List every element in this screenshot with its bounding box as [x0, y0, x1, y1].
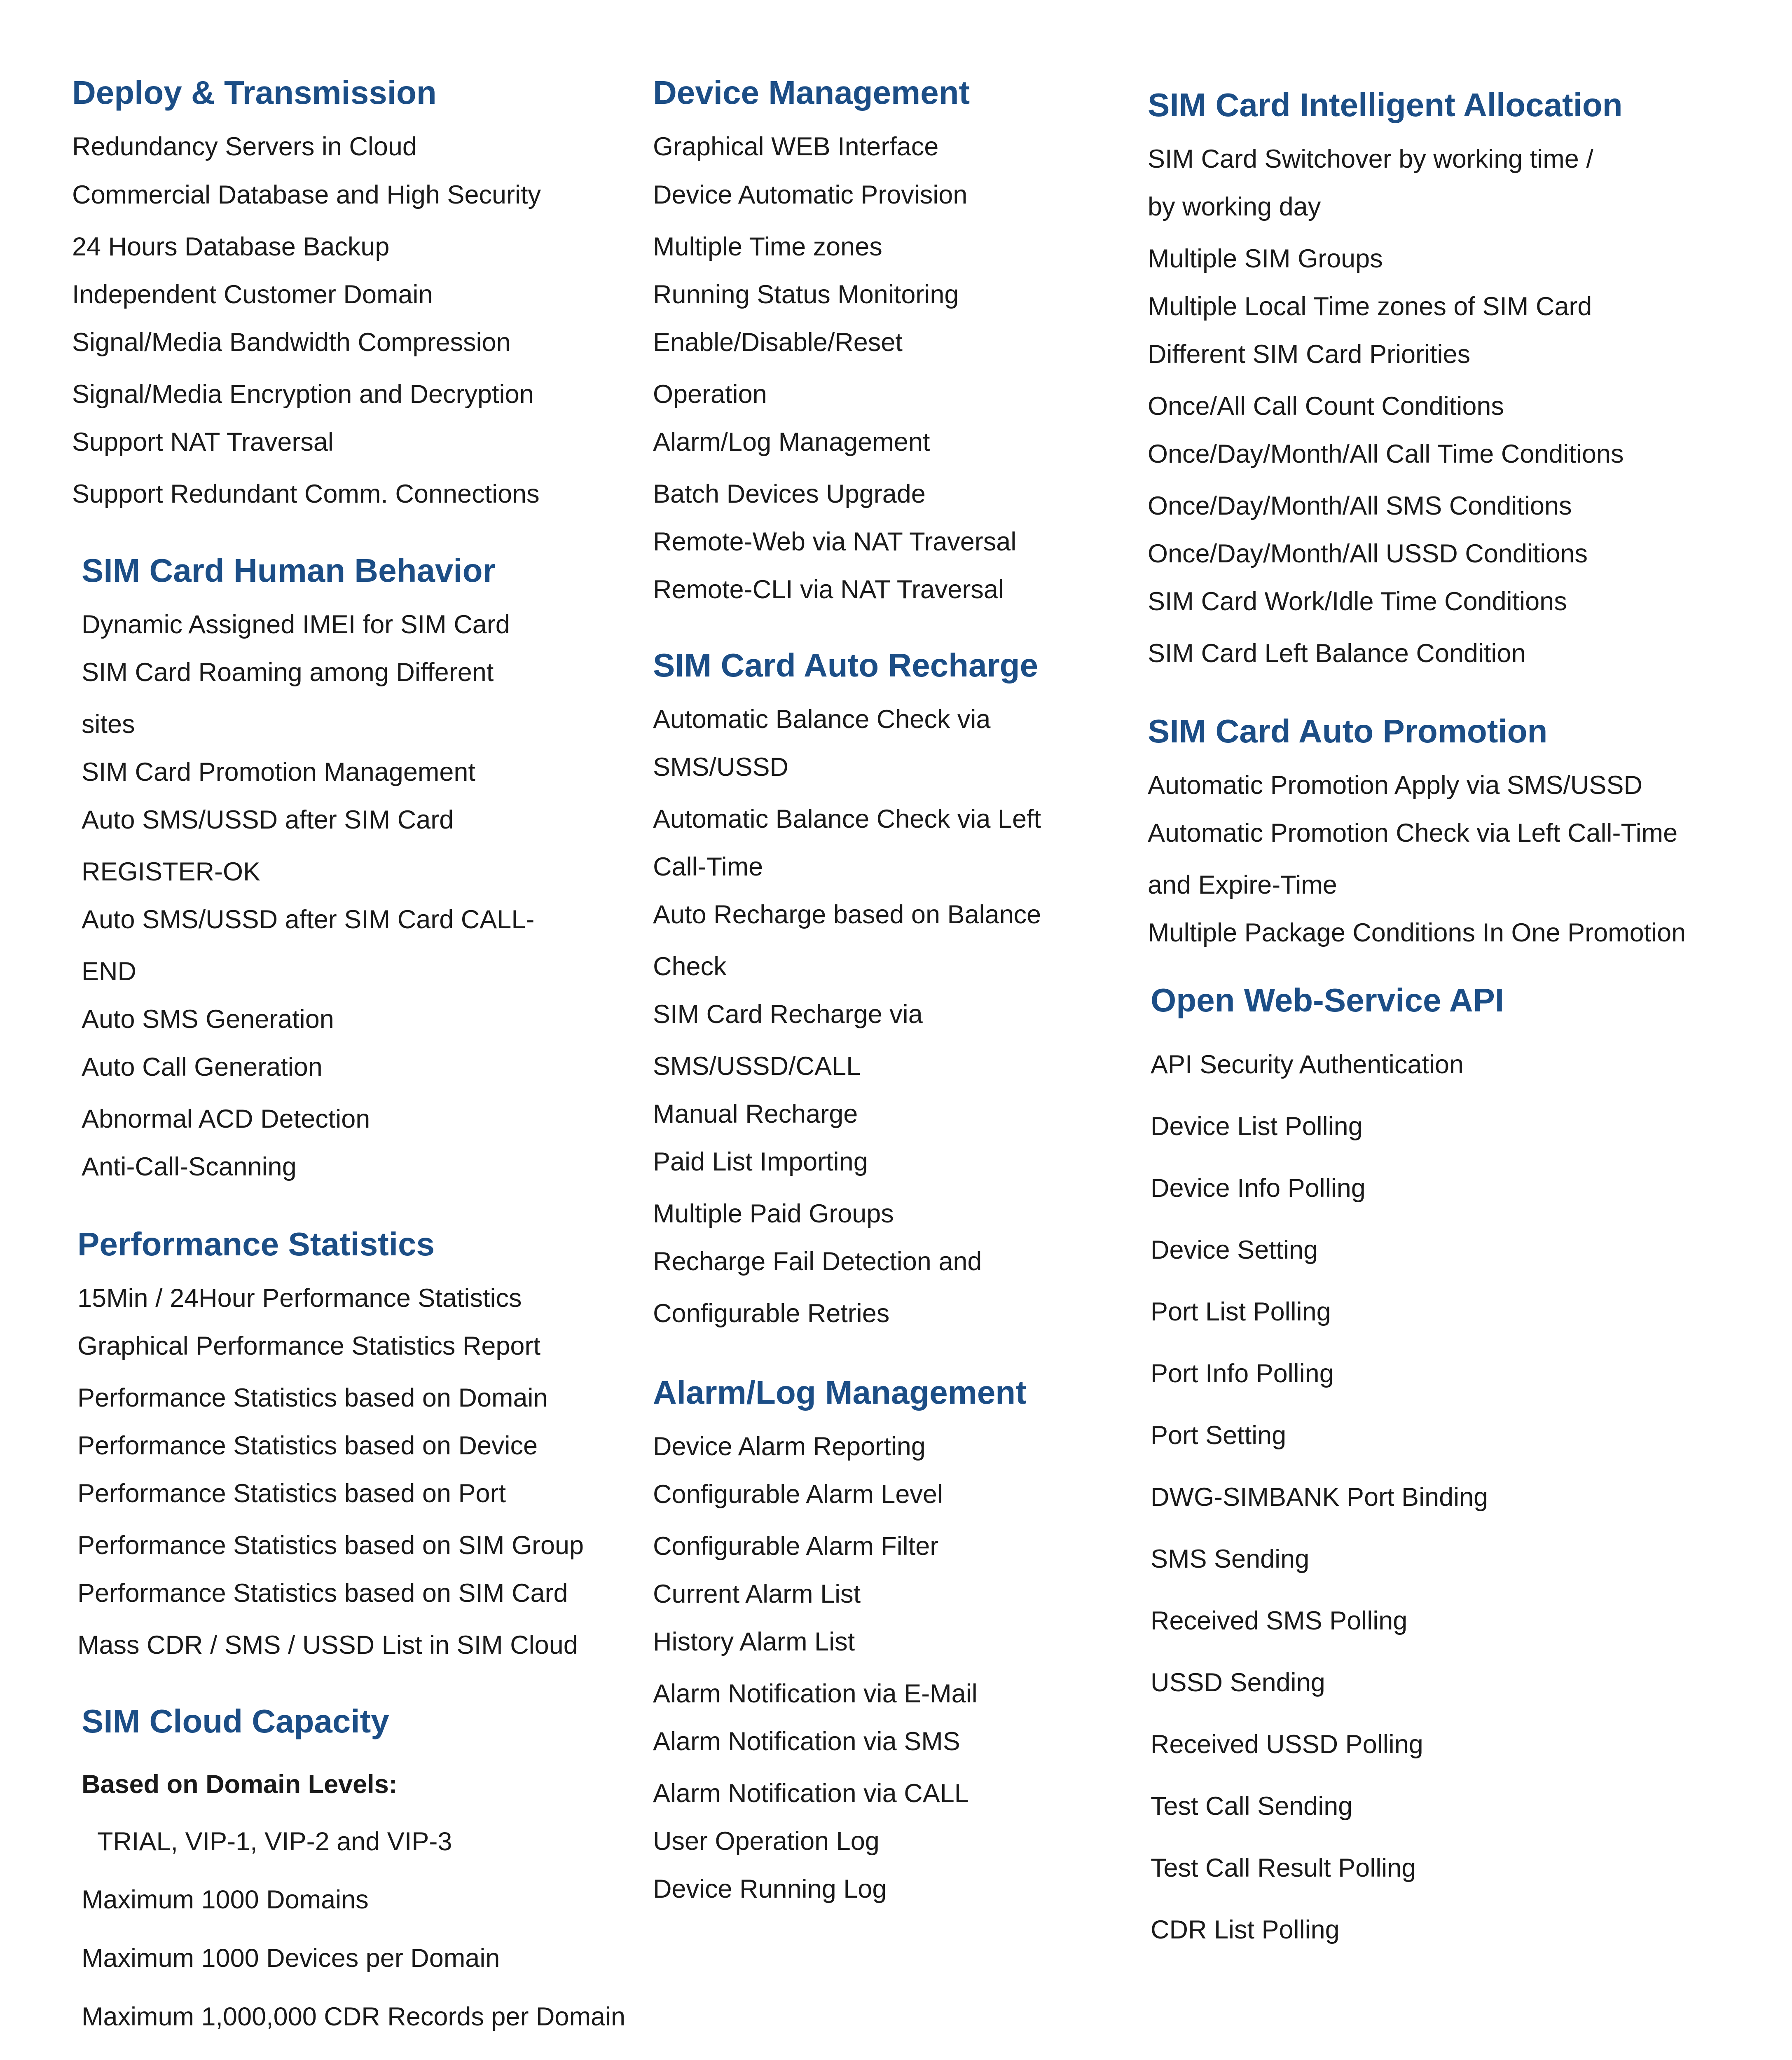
list-item: Remote-Web via NAT Traversal — [653, 527, 1017, 556]
list-item: SMS/USSD/CALL — [653, 1052, 861, 1081]
list-item: Manual Recharge — [653, 1100, 858, 1128]
list-item: Device Info Polling — [1151, 1174, 1366, 1203]
section-title: Alarm/Log Management — [653, 1374, 1027, 1411]
list-item: Operation — [653, 380, 767, 409]
list-item: Alarm Notification via E-Mail — [653, 1679, 978, 1708]
list-item: Support NAT Traversal — [72, 428, 334, 456]
list-item: Performance Statistics based on Device — [77, 1431, 538, 1460]
list-item: SIM Card Switchover by working time / — [1148, 145, 1593, 173]
list-item: SIM Card Work/Idle Time Conditions — [1148, 587, 1567, 616]
section-title: SIM Card Human Behavior — [82, 552, 496, 589]
section-title: Performance Statistics — [77, 1226, 435, 1262]
list-item: Once/All Call Count Conditions — [1148, 392, 1504, 421]
list-item: Signal/Media Bandwidth Compression — [72, 328, 511, 357]
list-item: Recharge Fail Detection and — [653, 1247, 982, 1276]
list-item: Redundancy Servers in Cloud — [72, 132, 417, 161]
list-item: Enable/Disable/Reset — [653, 328, 903, 357]
list-item: Maximum 1000 Devices per Domain — [82, 1944, 500, 1973]
list-item: Once/Day/Month/All USSD Conditions — [1148, 539, 1588, 568]
section-title: SIM Cloud Capacity — [82, 1703, 389, 1739]
list-item: SIM Card Left Balance Condition — [1148, 639, 1526, 668]
list-item: by working day — [1148, 192, 1321, 221]
section-title: SIM Card Auto Promotion — [1148, 713, 1548, 749]
list-item: SMS Sending — [1151, 1545, 1310, 1573]
list-item: Alarm Notification via SMS — [653, 1727, 960, 1756]
list-item: Remote-CLI via NAT Traversal — [653, 575, 1004, 604]
list-item: Multiple Time zones — [653, 232, 882, 261]
list-item: Graphical Performance Statistics Report — [77, 1332, 540, 1360]
list-item: Received USSD Polling — [1151, 1730, 1423, 1759]
list-item: Once/Day/Month/All SMS Conditions — [1148, 492, 1572, 520]
list-item: Auto SMS/USSD after SIM Card CALL- — [82, 905, 535, 934]
list-item: Device Running Log — [653, 1875, 887, 1903]
section-title: Deploy & Transmission — [72, 74, 437, 111]
list-item: Device Setting — [1151, 1236, 1318, 1264]
list-item: Paid List Importing — [653, 1147, 868, 1176]
list-item: SIM Card Promotion Management — [82, 758, 475, 787]
list-item: REGISTER-OK — [82, 857, 261, 886]
list-item: Automatic Balance Check via — [653, 705, 991, 734]
list-item: Multiple Paid Groups — [653, 1199, 894, 1228]
list-item: 15Min / 24Hour Performance Statistics — [77, 1284, 522, 1313]
list-item: Batch Devices Upgrade — [653, 480, 926, 508]
list-item: Maximum 1000 Domains — [82, 1885, 369, 1914]
list-item: and Expire-Time — [1148, 871, 1337, 899]
capacity-levels: TRIAL, VIP-1, VIP-2 and VIP-3 — [97, 1827, 452, 1856]
list-item: Running Status Monitoring — [653, 280, 959, 309]
list-item: Performance Statistics based on SIM Card — [77, 1579, 568, 1608]
list-item: Port List Polling — [1151, 1297, 1331, 1326]
list-item: 24 Hours Database Backup — [72, 232, 390, 261]
list-item: History Alarm List — [653, 1627, 855, 1656]
list-item: Device List Polling — [1151, 1112, 1363, 1141]
list-item: Call-Time — [653, 852, 763, 881]
list-item: Mass CDR / SMS / USSD List in SIM Cloud — [77, 1631, 578, 1660]
list-item: Test Call Sending — [1151, 1792, 1353, 1821]
list-item: Auto SMS/USSD after SIM Card — [82, 805, 454, 834]
list-item: Multiple Package Conditions In One Promotion — [1148, 918, 1686, 947]
list-item: Configurable Alarm Level — [653, 1480, 943, 1509]
list-item: Signal/Media Encryption and Decryption — [72, 380, 534, 409]
list-item: SMS/USSD — [653, 753, 789, 782]
list-item: API Security Authentication — [1151, 1050, 1464, 1079]
list-item: CDR List Polling — [1151, 1915, 1340, 1944]
list-item: Device Automatic Provision — [653, 180, 968, 209]
capacity-subtitle: Based on Domain Levels: — [82, 1770, 398, 1799]
list-item: Auto Call Generation — [82, 1053, 323, 1082]
list-item: Test Call Result Polling — [1151, 1854, 1416, 1882]
list-item: Received SMS Polling — [1151, 1606, 1408, 1635]
list-item: User Operation Log — [653, 1827, 880, 1856]
list-item: Automatic Promotion Check via Left Call-Time — [1148, 819, 1678, 847]
section-title: Device Management — [653, 74, 970, 111]
list-item: Performance Statistics based on Domain — [77, 1383, 548, 1412]
section-title: Open Web-Service API — [1151, 982, 1504, 1018]
list-item: Port Info Polling — [1151, 1359, 1334, 1388]
list-item: Device Alarm Reporting — [653, 1432, 926, 1461]
list-item: Multiple Local Time zones of SIM Card — [1148, 292, 1592, 321]
list-item: Dynamic Assigned IMEI for SIM Card — [82, 610, 510, 639]
list-item: Automatic Balance Check via Left — [653, 805, 1041, 833]
list-item: Multiple SIM Groups — [1148, 244, 1383, 273]
list-item: sites — [82, 710, 135, 739]
list-item: Performance Statistics based on SIM Group — [77, 1531, 584, 1560]
list-item: DWG-SIMBANK Port Binding — [1151, 1483, 1488, 1512]
list-item: Once/Day/Month/All Call Time Conditions — [1148, 440, 1624, 468]
list-item: Configurable Alarm Filter — [653, 1532, 939, 1561]
list-item: Auto Recharge based on Balance — [653, 900, 1041, 929]
list-item: Abnormal ACD Detection — [82, 1105, 370, 1133]
list-item: Auto SMS Generation — [82, 1005, 334, 1034]
list-item: Support Redundant Comm. Connections — [72, 480, 540, 508]
list-item: USSD Sending — [1151, 1668, 1325, 1697]
list-item: Check — [653, 952, 727, 981]
section-title: SIM Card Auto Recharge — [653, 647, 1038, 684]
list-item: END — [82, 957, 137, 986]
list-item: SIM Card Roaming among Different — [82, 658, 494, 687]
list-item: Configurable Retries — [653, 1299, 890, 1328]
list-item: SIM Card Recharge via — [653, 1000, 923, 1029]
list-item: Alarm/Log Management — [653, 428, 930, 456]
list-item: Performance Statistics based on Port — [77, 1479, 506, 1508]
list-item: Port Setting — [1151, 1421, 1287, 1450]
list-item: Graphical WEB Interface — [653, 132, 939, 161]
list-item: Alarm Notification via CALL — [653, 1779, 969, 1808]
section-title: SIM Card Intelligent Allocation — [1148, 87, 1623, 123]
list-item: Commercial Database and High Security — [72, 180, 541, 209]
list-item: Anti-Call-Scanning — [82, 1152, 297, 1181]
list-item: Maximum 1,000,000 CDR Records per Domain — [82, 2002, 626, 2031]
list-item: Independent Customer Domain — [72, 280, 433, 309]
list-item: Current Alarm List — [653, 1580, 861, 1608]
list-item: Different SIM Card Priorities — [1148, 340, 1471, 369]
list-item: Automatic Promotion Apply via SMS/USSD — [1148, 771, 1642, 800]
